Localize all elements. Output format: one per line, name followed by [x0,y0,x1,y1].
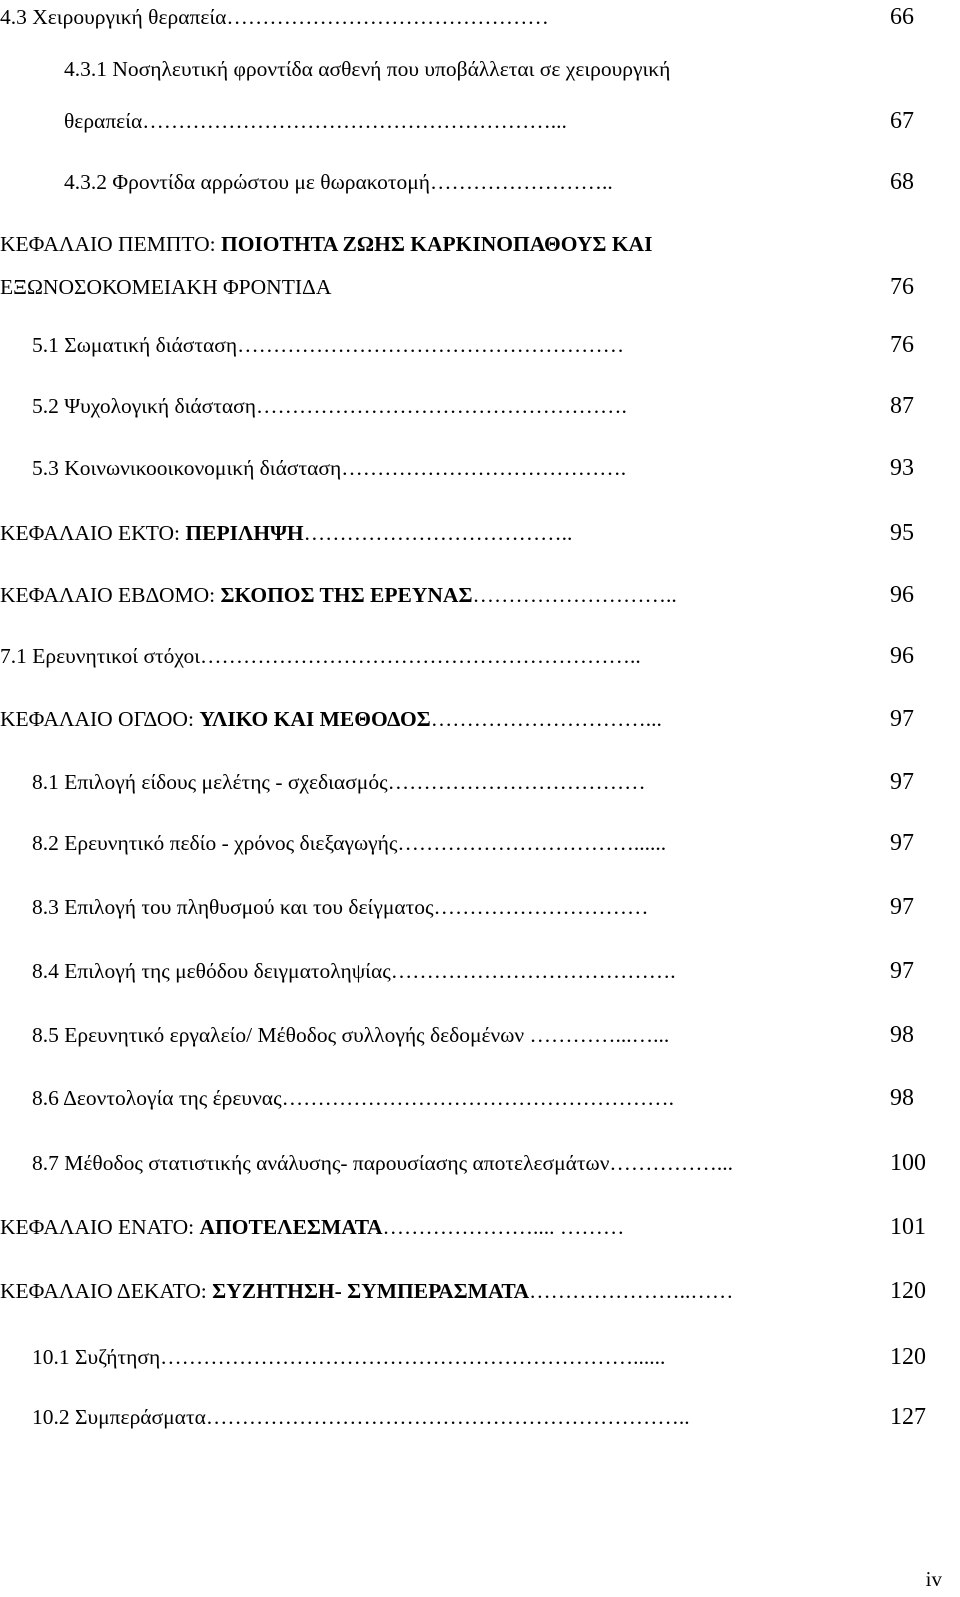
toc-entry [0,578,914,612]
toc-entry-title [64,52,670,86]
toc-entry-prefix: θεραπεία…………………………………………………... [64,109,567,133]
toc-entry-page-number: 76 [890,332,914,358]
toc-entry-page-number: 98 [890,1022,914,1048]
toc-entry-prefix: ΚΕΦΑΛΑΙΟ ΟΓΔΟΟ: [0,707,200,731]
toc-entry-heading-bold: ΑΠΟΤΕΛΕΣΜΑΤΑ [199,1215,383,1239]
toc-entry-title [32,826,666,860]
toc-entry-prefix: 8.4 Επιλογή της μεθόδου δειγματοληψίας…………………………………. [32,959,676,983]
toc-entry-prefix: ΚΕΦΑΛΑΙΟ ΕΝΑΤΟ: [0,1215,200,1239]
toc-entry-page-number: 96 [890,643,914,669]
toc-entry-prefix: ΚΕΦΑΛΑΙΟ ΕΒΔΟΜΟ: [0,583,221,607]
toc-entry [0,954,914,988]
toc-entry-title [32,451,626,485]
toc-entry-title [0,639,641,673]
toc-entry-prefix: 4.3.2 Φροντίδα αρρώστου με θωρακοτομή…………………….. [64,170,613,194]
toc-entry-page-number: 120 [890,1278,926,1304]
toc-entry [0,451,914,485]
toc-entry-page-number: 120 [890,1344,926,1370]
toc-entry [0,1274,926,1308]
toc-entry-title [64,104,567,138]
toc-entry-title [0,702,662,736]
toc-entry [0,826,914,860]
toc-entry-prefix: 8.3 Επιλογή του πληθυσμού και του δείγματος………………………… [32,895,649,919]
toc-entry-prefix: 5.3 Κοινωνικοοικονομική διάσταση…………………………………. [32,456,627,480]
toc-entry-page-number: 97 [890,830,914,856]
toc-entry-title [32,890,649,924]
toc-entry-page-number: 97 [890,958,914,984]
toc-entry-prefix: 8.1 Επιλογή είδους μελέτης - σχεδιασμός……………………………… [32,770,646,794]
toc-entry-title [32,1018,669,1052]
toc-entry-prefix: 8.2 Ερευνητικό πεδίο - χρόνος διεξαγωγής……………………………...... [32,831,667,855]
toc-entry-prefix: 4.3 Χειρουργική θεραπεία……………………………………… [0,5,549,29]
toc-entry [0,227,880,261]
toc-entry-prefix: 8.7 Μέθοδος στατιστικής ανάλυσης- παρουσίασης αποτελεσμάτων……………... [32,1151,734,1175]
toc-entry-heading-bold: ΥΛΙΚΟ ΚΑΙ ΜΕΘΟΔΟΣ [199,707,431,731]
toc-entry-page-number: 67 [890,108,914,134]
toc-entry [0,639,914,673]
toc-entry-page-number: 100 [890,1150,926,1176]
toc-entry-heading-bold: ΣΚΟΠΟΣ ΤΗΣ ΕΡΕΥΝΑΣ [220,583,473,607]
toc-entry-page-number: 127 [890,1404,926,1430]
toc-entry [0,328,914,362]
toc-entry-title [32,1081,674,1115]
toc-entry-page-number: 97 [890,769,914,795]
toc-entry-page-number: 87 [890,393,914,419]
toc-entry-title [0,1210,624,1244]
toc-entry-heading-bold: ΣΥΖΗΤΗΣΗ- ΣΥΜΠΕΡΑΣΜΑΤΑ [212,1279,530,1303]
toc-entry-prefix: 8.6 Δεοντολογία της έρευνας………………………………………………. [32,1086,674,1110]
toc-entry-prefix: 8.5 Ερευνητικό εργαλείο/ Μέθοδος συλλογής δεδομένων …………...…... [32,1023,670,1047]
toc-entry [0,52,880,86]
toc-entry-title [32,389,627,423]
toc-entry [0,1340,926,1374]
toc-entry [0,0,914,34]
toc-entry-title [32,954,676,988]
toc-entry-title [32,1340,665,1374]
toc-entry [0,1146,926,1180]
toc-entry-prefix: 7.1 Ερευνητικοί στόχοι…………………………………………………….. [0,644,641,668]
toc-entry-title [32,765,646,799]
toc-entry-prefix: 10.2 Συμπεράσματα………………………………………………………….. [32,1405,690,1429]
toc-entry-title [0,516,572,550]
toc-entry [0,890,914,924]
toc-entry-page-number: 96 [890,582,914,608]
toc-entry [0,516,914,550]
toc-entry-title [0,1274,733,1308]
toc-entry-heading-bold: ΠΕΡΙΛΗΨΗ [185,521,304,545]
toc-entry [0,1210,926,1244]
toc-entry [0,104,914,138]
toc-entry-prefix: ΕΞΩΝΟΣΟΚΟΜΕΙΑΚΗ ΦΡΟΝΤΙΔΑ [0,275,332,299]
footer-page-number: iv [925,1567,942,1591]
toc-entry-page-number: 93 [890,455,914,481]
toc-entry-leader: …………………………... [430,707,662,731]
toc-entry-prefix: 5.2 Ψυχολογική διάσταση……………………………………………. [32,394,627,418]
toc-entry [0,389,914,423]
toc-entry-title [32,328,624,362]
toc-entry-heading-bold: ΠΟΙΟΤΗΤΑ ΖΩΗΣ ΚΑΡΚΙΝΟΠΑΘΟΥΣ ΚΑΙ [220,232,653,256]
toc-entry-prefix: ΚΕΦΑΛΑΙΟ ΠΕΜΠΤΟ: [0,232,221,256]
toc-entry-page-number: 66 [890,4,914,30]
toc-entry-page-number: 76 [890,274,914,300]
toc-entry-page-number: 97 [890,894,914,920]
toc-entry-title [32,1146,733,1180]
toc-entry-page-number: 68 [890,169,914,195]
toc-entry-page-number: 95 [890,520,914,546]
toc-entry [0,165,914,199]
toc-entry-title [0,0,549,34]
toc-entry-page-number: 98 [890,1085,914,1111]
toc-entry-title [0,578,677,612]
toc-entry [0,702,914,736]
toc-entry-leader: ……………………………….. [303,521,573,545]
toc-entry [0,270,914,304]
toc-entry-prefix: 4.3.1 Νοσηλευτική φροντίδα ασθενή που υποβάλλεται σε χειρουργική [64,57,671,81]
toc-entry-prefix: ΚΕΦΑΛΑΙΟ ΕΚΤΟ: [0,521,186,545]
toc-entry [0,1400,926,1434]
toc-entry-title [0,270,331,304]
toc-entry-prefix: ΚΕΦΑΛΑΙΟ ΔΕΚΑΤΟ: [0,1279,213,1303]
toc-entry-title [64,165,613,199]
toc-entry-page-number: 101 [890,1214,926,1240]
toc-entry [0,1081,914,1115]
toc-entry-leader: ……………………….. [472,583,677,607]
toc-entry-title [0,227,652,261]
toc-entry-leader: ………………….... ……… [382,1215,625,1239]
toc-entry-prefix: 10.1 Συζήτηση…………………………………………………………...... [32,1345,666,1369]
toc-entry-leader: …………………..…… [529,1279,734,1303]
toc-entry [0,1018,914,1052]
toc-entry-title [32,1400,690,1434]
toc-entry-page-number: 97 [890,706,914,732]
toc-entry-prefix: 5.1 Σωματική διάσταση……………………………………………… [32,333,625,357]
toc-entry [0,765,914,799]
